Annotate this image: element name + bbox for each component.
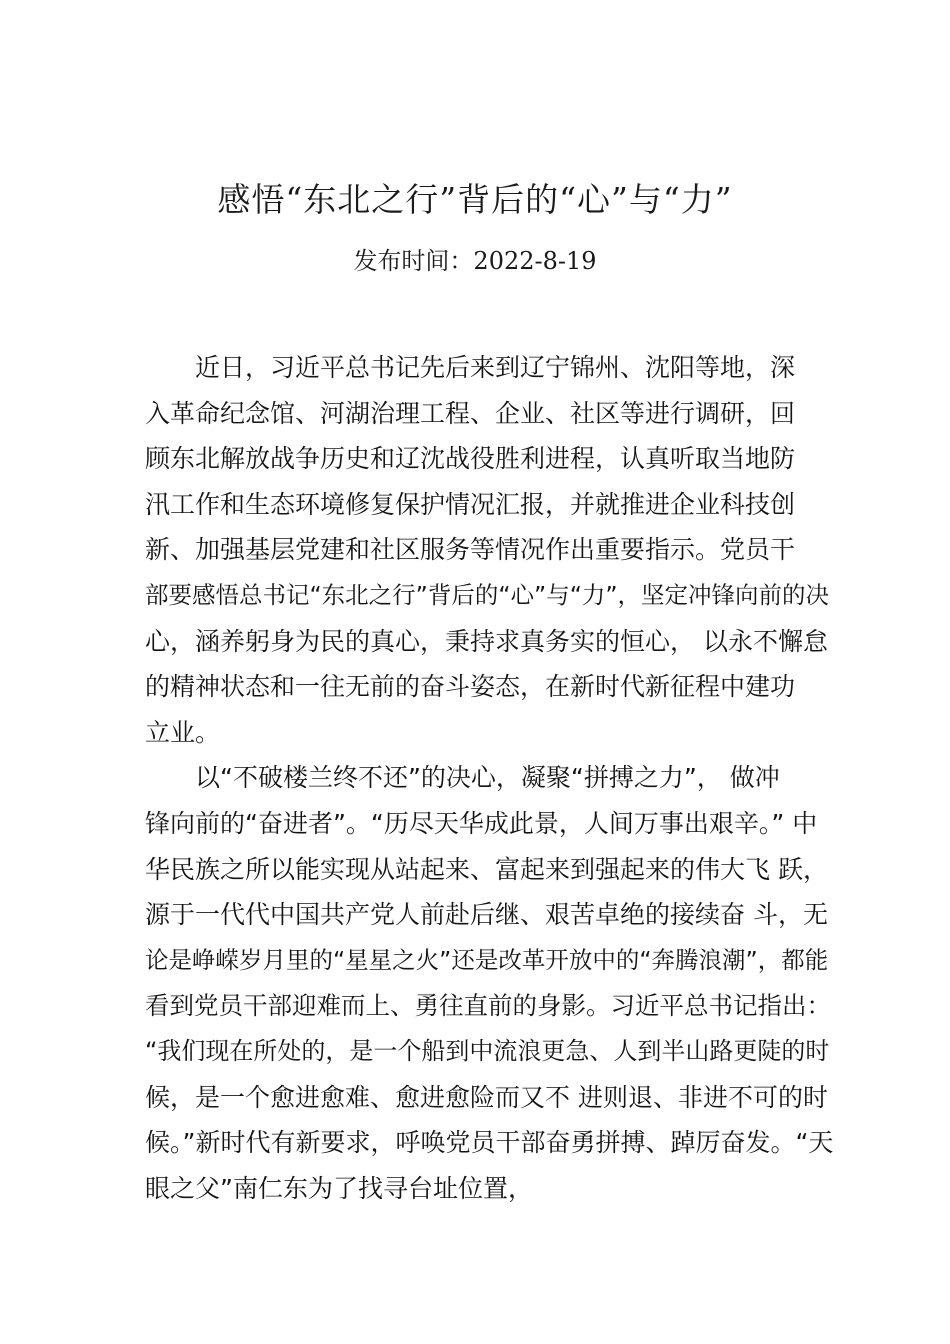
paragraph-line: 近日，习近平总书记先后来到辽宁锦州、沈阳等地，深 <box>195 353 796 382</box>
paragraph-line: 看到党员干部迎难而上、勇往直前的身影。习近平总书记指出： <box>145 991 831 1021</box>
paragraph-line: 顾东北解放战争历史和辽沈战役胜利进程，认真听取当地防 <box>145 444 796 474</box>
publish-date: 发布时间：2022-8-19 <box>353 247 597 275</box>
article-title: 感悟“东北之行”背后的“心”与“力” <box>217 180 733 219</box>
paragraph-line: 入革命纪念馆、河湖治理工程、企业、社区等进行调研，回 <box>145 398 796 428</box>
article-body <box>145 345 835 1211</box>
paragraph-line: 源于一代代中国共产党人前赴后继、艰苦卓绝的接续奋 斗，无 <box>145 900 828 930</box>
paragraph-line: 锋向前的“奋进者”。“历尽天华成此景，人间万事出艰辛。” 中 <box>145 808 818 838</box>
paragraph-line: 眼之父”南仁东为了找寻台址位置， <box>145 1173 533 1203</box>
paragraph-1 <box>145 345 835 755</box>
paragraph-line: 以“不破楼兰终不还”的决心，凝聚“拼搏之力”， 做冲 <box>195 763 780 793</box>
paragraph-line: 的精神状态和一往无前的奋斗姿态，在新时代新征程中建功 <box>145 672 796 702</box>
paragraph-line: 部要感悟总书记“东北之行”背后的“心”与“力”，坚定冲锋向前的决 <box>145 580 830 609</box>
paragraph-line: 候，是一个愈进愈难、愈进愈险而又不 进则退、非进不可的时 <box>145 1082 828 1112</box>
paragraph-line: 新、加强基层党建和社区服务等情况作出重要指示。党员干 <box>145 535 796 565</box>
paragraph-line: 汛工作和生态环境修复保护情况汇报，并就推进企业科技创 <box>145 489 796 519</box>
paragraph-line: 论是峥嵘岁月里的“星星之火”还是改革开放中的“奔腾浪潮”，都能 <box>145 945 829 974</box>
paragraph-2 <box>145 755 835 1211</box>
paragraph-line: 立业。 <box>145 717 221 747</box>
paragraph-line: 心，涵养躬身为民的真心，秉持求真务实的恒心， 以永不懈怠 <box>145 626 828 656</box>
paragraph-line: 华民族之所以能实现从站起来、富起来到强起来的伟大飞 跃， <box>145 854 828 884</box>
paragraph-line: “我们现在所处的，是一个船到中流浪更急、人到半山路更陡的时 <box>145 1036 830 1065</box>
paragraph-line: 候。”新时代有新要求，呼唤党员干部奋勇拼搏、踔厉奋发。“天 <box>145 1128 834 1158</box>
